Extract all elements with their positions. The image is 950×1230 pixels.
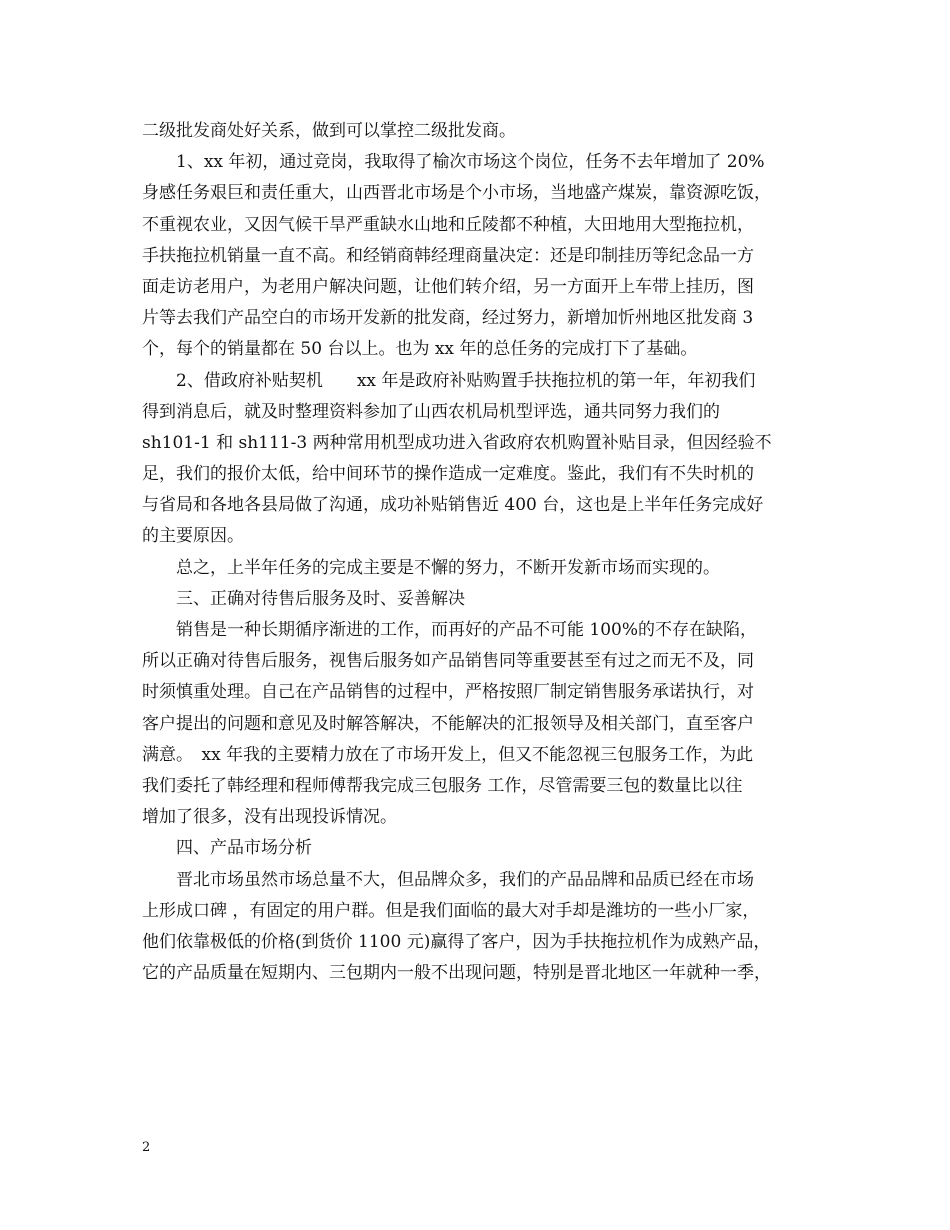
text-line: 所以正确对待售后服务，视售后服务如产品销售同等重要甚至有过之而无不及，同: [142, 651, 754, 672]
text-line: 增加了很多，没有出现投诉情况。: [142, 807, 397, 828]
text-line: 的主要原因。: [142, 526, 244, 547]
text-line: 片等去我们产品空白的市场开发新的批发商，经过努力，新增加忻州地区批发商 3: [142, 308, 754, 329]
text-line: 时须慎重处理。自己在产品销售的过程中，严格按照厂制定销售服务承诺执行，对: [142, 682, 754, 703]
text-line: 客户提出的问题和意见及时解答解决，不能解决的汇报领导及相关部门，直至客户: [142, 713, 754, 734]
text-line: 面走访老用户，为老用户解决问题，让他们转介绍，另一方面开上车带上挂历，图: [142, 276, 754, 297]
paragraph-line: 总之，上半年任务的完成主要是不懈的努力，不断开发新市场而实现的。: [176, 557, 720, 578]
paragraph-line: 销售是一种长期循序渐进的工作，而再好的产品不可能 100%的不存在缺陷，: [176, 620, 758, 640]
document-body: [142, 116, 812, 989]
text-line: 上形成口碑 ，有固定的用户群。但是我们面临的最大对手却是潍坊的一些小厂家，: [142, 900, 760, 921]
text-line: 我们委托了韩经理和程师傅帮我完成三包服务 工作，尽管需要三包的数量比以往: [142, 775, 743, 796]
paragraph-line: 1、xx 年初，通过竞岗，我取得了榆次市场这个岗位，任务不去年增加了 20%: [176, 152, 765, 173]
text-line: 得到消息后，就及时整理资料参加了山西农机局机型评选，通共同努力我们的: [142, 401, 720, 422]
section-heading: 三、正确对待售后服务及时、妥善解决: [176, 588, 465, 609]
text-line: 身感任务艰巨和责任重大，山西晋北市场是个小市场，当地盛产煤炭，靠资源吃饭，: [142, 183, 771, 204]
text-line: 与省局和各地各县局做了沟通，成功补贴销售近 400 台，这也是上半年任务完成好: [142, 495, 764, 516]
text-line: sh101-1 和 sh111-3 两种常用机型成功进入省政府农机购置补贴目录，但因经验不: [142, 432, 772, 453]
text-line: 足，我们的报价太低，给中间环节的操作造成一定难度。鉴此，我们有不失时机的: [142, 464, 754, 485]
text-line: 个，每个的销量都在 50 台以上。也为 xx 年的总任务的完成打下了基础。: [142, 339, 698, 360]
text-line: 满意。 xx 年我的主要精力放在了市场开发上，但又不能忽视三包服务工作，为此: [142, 744, 754, 765]
text-line: 二级批发商处好关系，做到可以掌控二级批发商。: [142, 121, 516, 141]
text-line: 它的产品质量在短期内、三包期内一般不出现问题，特别是晋北地区一年就种一季，: [142, 963, 771, 984]
text-line: 手扶拖拉机销量一直不高。和经销商韩经理商量决定：还是印制挂历等纪念品一方: [142, 245, 754, 266]
paragraph-line: 晋北市场虽然市场总量不大，但品牌众多，我们的产品品牌和品质已经在市场: [176, 869, 754, 890]
paragraph-line: 2、借政府补贴契机 xx 年是政府补贴购置手扶拖拉机的第一年，年初我们: [176, 370, 756, 391]
text-line: 不重视农业，又因气候干旱严重缺水山地和丘陵都不种植，大田地用大型拖拉机，: [142, 214, 754, 235]
section-heading: 四、产品市场分析: [176, 838, 312, 859]
text-line: 他们依靠极低的价格(到货价 1100 元)赢得了客户，因为手扶拖拉机作为成熟产品，: [142, 931, 771, 952]
page-number: 2: [142, 1140, 151, 1155]
